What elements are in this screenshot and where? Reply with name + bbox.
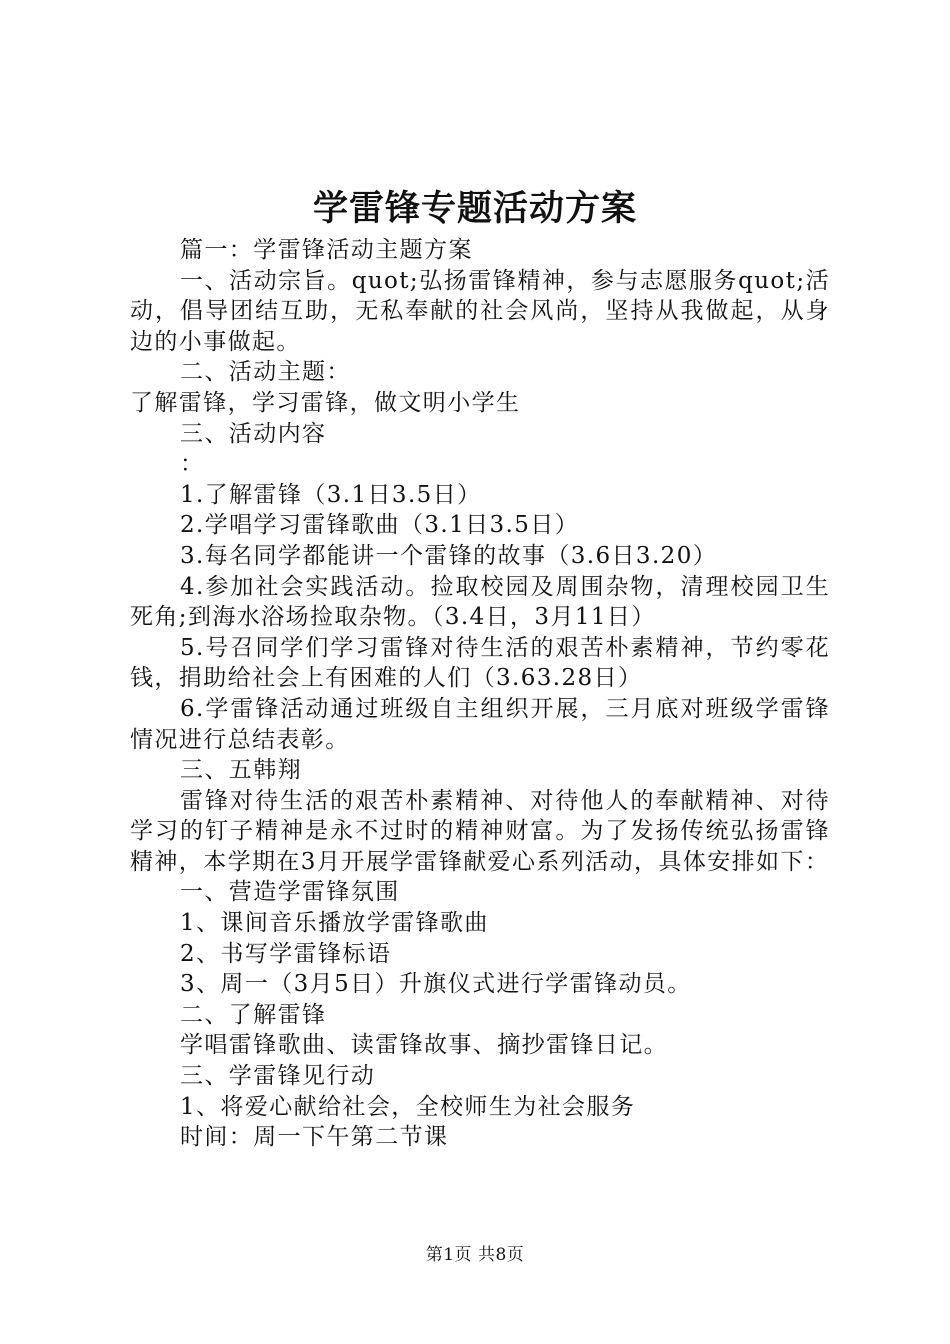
paragraph: 5.号召同学们学习雷锋对待生活的艰苦朴素精神，节约零花钱，捐助给社会上有困难的人们（3.63.28日） (130, 634, 830, 692)
paragraph: 1、将爱心献给社会，全校师生为社会服务 (180, 1093, 636, 1120)
paragraph: 雷锋对待生活的艰苦朴素精神、对待他人的奉献精神、对待学习的钉子精神是永不过时的精神财富。为了发扬传统弘扬雷锋精神，本学期在3月开展学雷锋献爱心系列活动，具体安排如下： (130, 787, 830, 875)
page-footer: 第1页 共8页 (425, 1245, 525, 1265)
paragraph: 一、营造学雷锋氛围 (180, 879, 400, 906)
document-title: 学雷锋专题活动方案 (312, 188, 637, 229)
paragraph: ： (180, 451, 205, 478)
paragraph: 3.每名同学都能讲一个雷锋的故事（3.6日3.20） (180, 542, 718, 569)
paragraph: 三、活动内容 (180, 420, 327, 447)
paragraph: 二、了解雷锋 (180, 1001, 327, 1028)
paragraph: 三、学雷锋见行动 (180, 1063, 376, 1090)
paragraph: 1.了解雷锋（3.1日3.5日） (180, 481, 482, 508)
paragraph: 2.学唱学习雷锋歌曲（3.1日3.5日） (180, 512, 580, 539)
document-body (130, 235, 830, 1153)
paragraph: 一、活动宗旨。quot;弘扬雷锋精神，参与志愿服务quot;活动，倡导团结互助，无私奉献的社会风尚，坚持从我做起，从身边的小事做起。 (130, 267, 830, 355)
paragraph: 篇一：学雷锋活动主题方案 (180, 237, 473, 263)
paragraph: 时间：周一下午第二节课 (180, 1124, 449, 1151)
paragraph: 二、活动主题： (180, 359, 351, 386)
paragraph: 2、书写学雷锋标语 (180, 940, 392, 967)
paragraph: 1、课间音乐播放学雷锋歌曲 (180, 910, 489, 937)
paragraph: 4.参加社会实践活动。捡取校园及周围杂物，清理校园卫生死角;到海水浴场捡取杂物。（3.4日，3月11日） (130, 573, 830, 631)
paragraph: 了解雷锋，学习雷锋，做文明小学生 (130, 389, 521, 416)
paragraph: 3、周一（3月5日）升旗仪式进行学雷锋动员。 (180, 971, 692, 998)
paragraph: 6.学雷锋活动通过班级自主组织开展，三月底对班级学雷锋情况进行总结表彰。 (130, 695, 830, 753)
paragraph: 三、五韩翔 (180, 757, 302, 784)
paragraph: 学唱雷锋歌曲、读雷锋故事、摘抄雷锋日记。 (180, 1032, 668, 1059)
